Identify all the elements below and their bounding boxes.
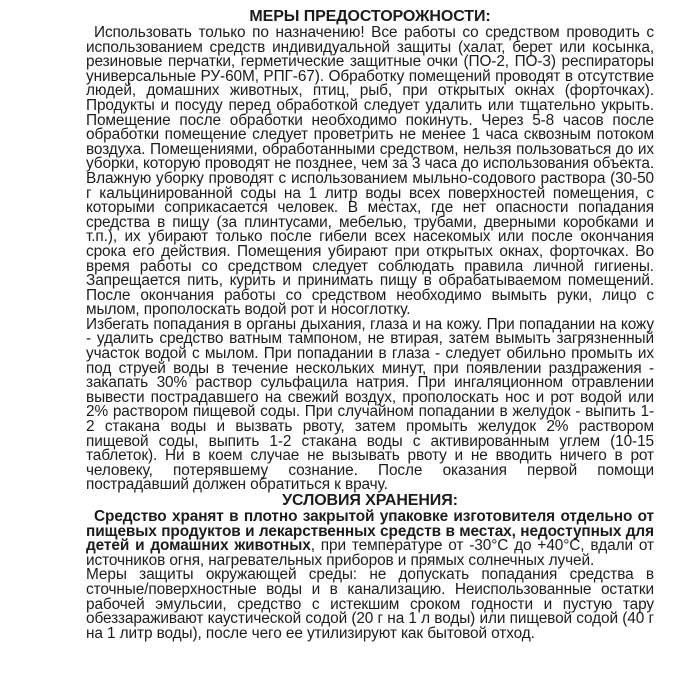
- storage-conditions-regular-text: , при температуре от -30°С до +40°С, вдали от источников огня, нагревательных приборов и прямых солнечных лучей.: [86, 537, 654, 569]
- storage-paragraph-conditions: [86, 510, 654, 568]
- precautions-paragraph-usage: Использовать только по назначению! Все работы со средством проводить с использованием средств индивидуальной защиты (халат, берет или косынка, резиновые перчатки, герметические защитные очки (ПО-2, ПО-3) респираторы универсальные РУ-60М, РПГ-67). Обработку помещений проводят в отсутствие людей, домашних животных, птиц, рыб, при открытых окнах (форточках). Продукты и посуду перед обработкой следует удалить или тщательно укрыть. Помещение после обработки необходимо покинуть. Через 5-8 часов после обработки помещение следует проветрить не менее 1 часа сквозным потоком воздуха. Помещениями, обработанными средством, нельзя пользоваться до их уборки, которую проводят не позднее, чем за 3 часа до использования объекта. Влажную уборку проводят с использованием мыльно-содового раствора (30-50 г кальцинированной соды на 1 литр воды всех поверхностей помещения, с которыми соприкасается человек. В местах, где нет опасности попадания средства в пищу (за плинтусами, мебелью, трубами, дверными коробками и т.п.), их убирают только после гибели всех насекомых или после окончания срока его действия. Помещения убирают при открытых окнах, форточках. Во время работы со средством следует соблюдать правила личной гигиены. Запрещается пить, курить и принимать пищу в обрабатываемом помещений. После окончания работы со средством необходимо вымыть руки, лицо с мылом, прополоскать водой рот и носоглотку.: [86, 24, 654, 319]
- storage-heading: УСЛОВИЯ ХРАНЕНИЯ:: [282, 492, 458, 509]
- storage-paragraph-environment: Меры защиты окружающей среды: не допускать попадания средства в сточные/поверхностные воды и в канализацию. Неиспользованные остатки рабочей эмульсии, средство с истекшим сроком годности и пустую тару обеззараживают каустической содой (20 г на 1 л воды) или пищевой содой (40 г на 1 литр воды), после чего ее утилизируют как бытовой отход.: [86, 566, 654, 642]
- precautions-heading: МЕРЫ ПРЕДОСТОРОЖНОСТИ:: [249, 8, 491, 25]
- storage-conditions-bold-text: Средство хранят в плотно закрытой упаковке изготовителя отдельно от пищевых продуктов и лекарственных средств в местах, недоступных для детей и домашних животных: [86, 508, 654, 555]
- precautions-paragraph-first-aid: Избегать попадания в органы дыхания, глаза и на кожу. При попадании на кожу - удалить средство ватным тампоном, не втирая, затем вымыть загрязненный участок водой с мылом. При попадании в глаза - следует обильно промыть их под струей воды в течение нескольких минут, при появлении раздражения - закапать 30% раствор сульфацила натрия. При ингаляционном отравлении вывести пострадавшего на свежий воздух, прополоскать нос и рот водой или 2% раствором пищевой соды. При случайном попадании в желудок - выпить 1-2 стакана воды и вызвать рвоту, затем промыть желудок 2% раствором пищевой соды, выпить 1-2 стакана воды с активированным углем (10-15 таблеток). Ни в коем случае не вызывать рвоту и не вводить ничего в рот человеку, потерявшему сознание. После оказания первой помощи пострадавший должен обратиться к врачу.: [86, 315, 654, 494]
